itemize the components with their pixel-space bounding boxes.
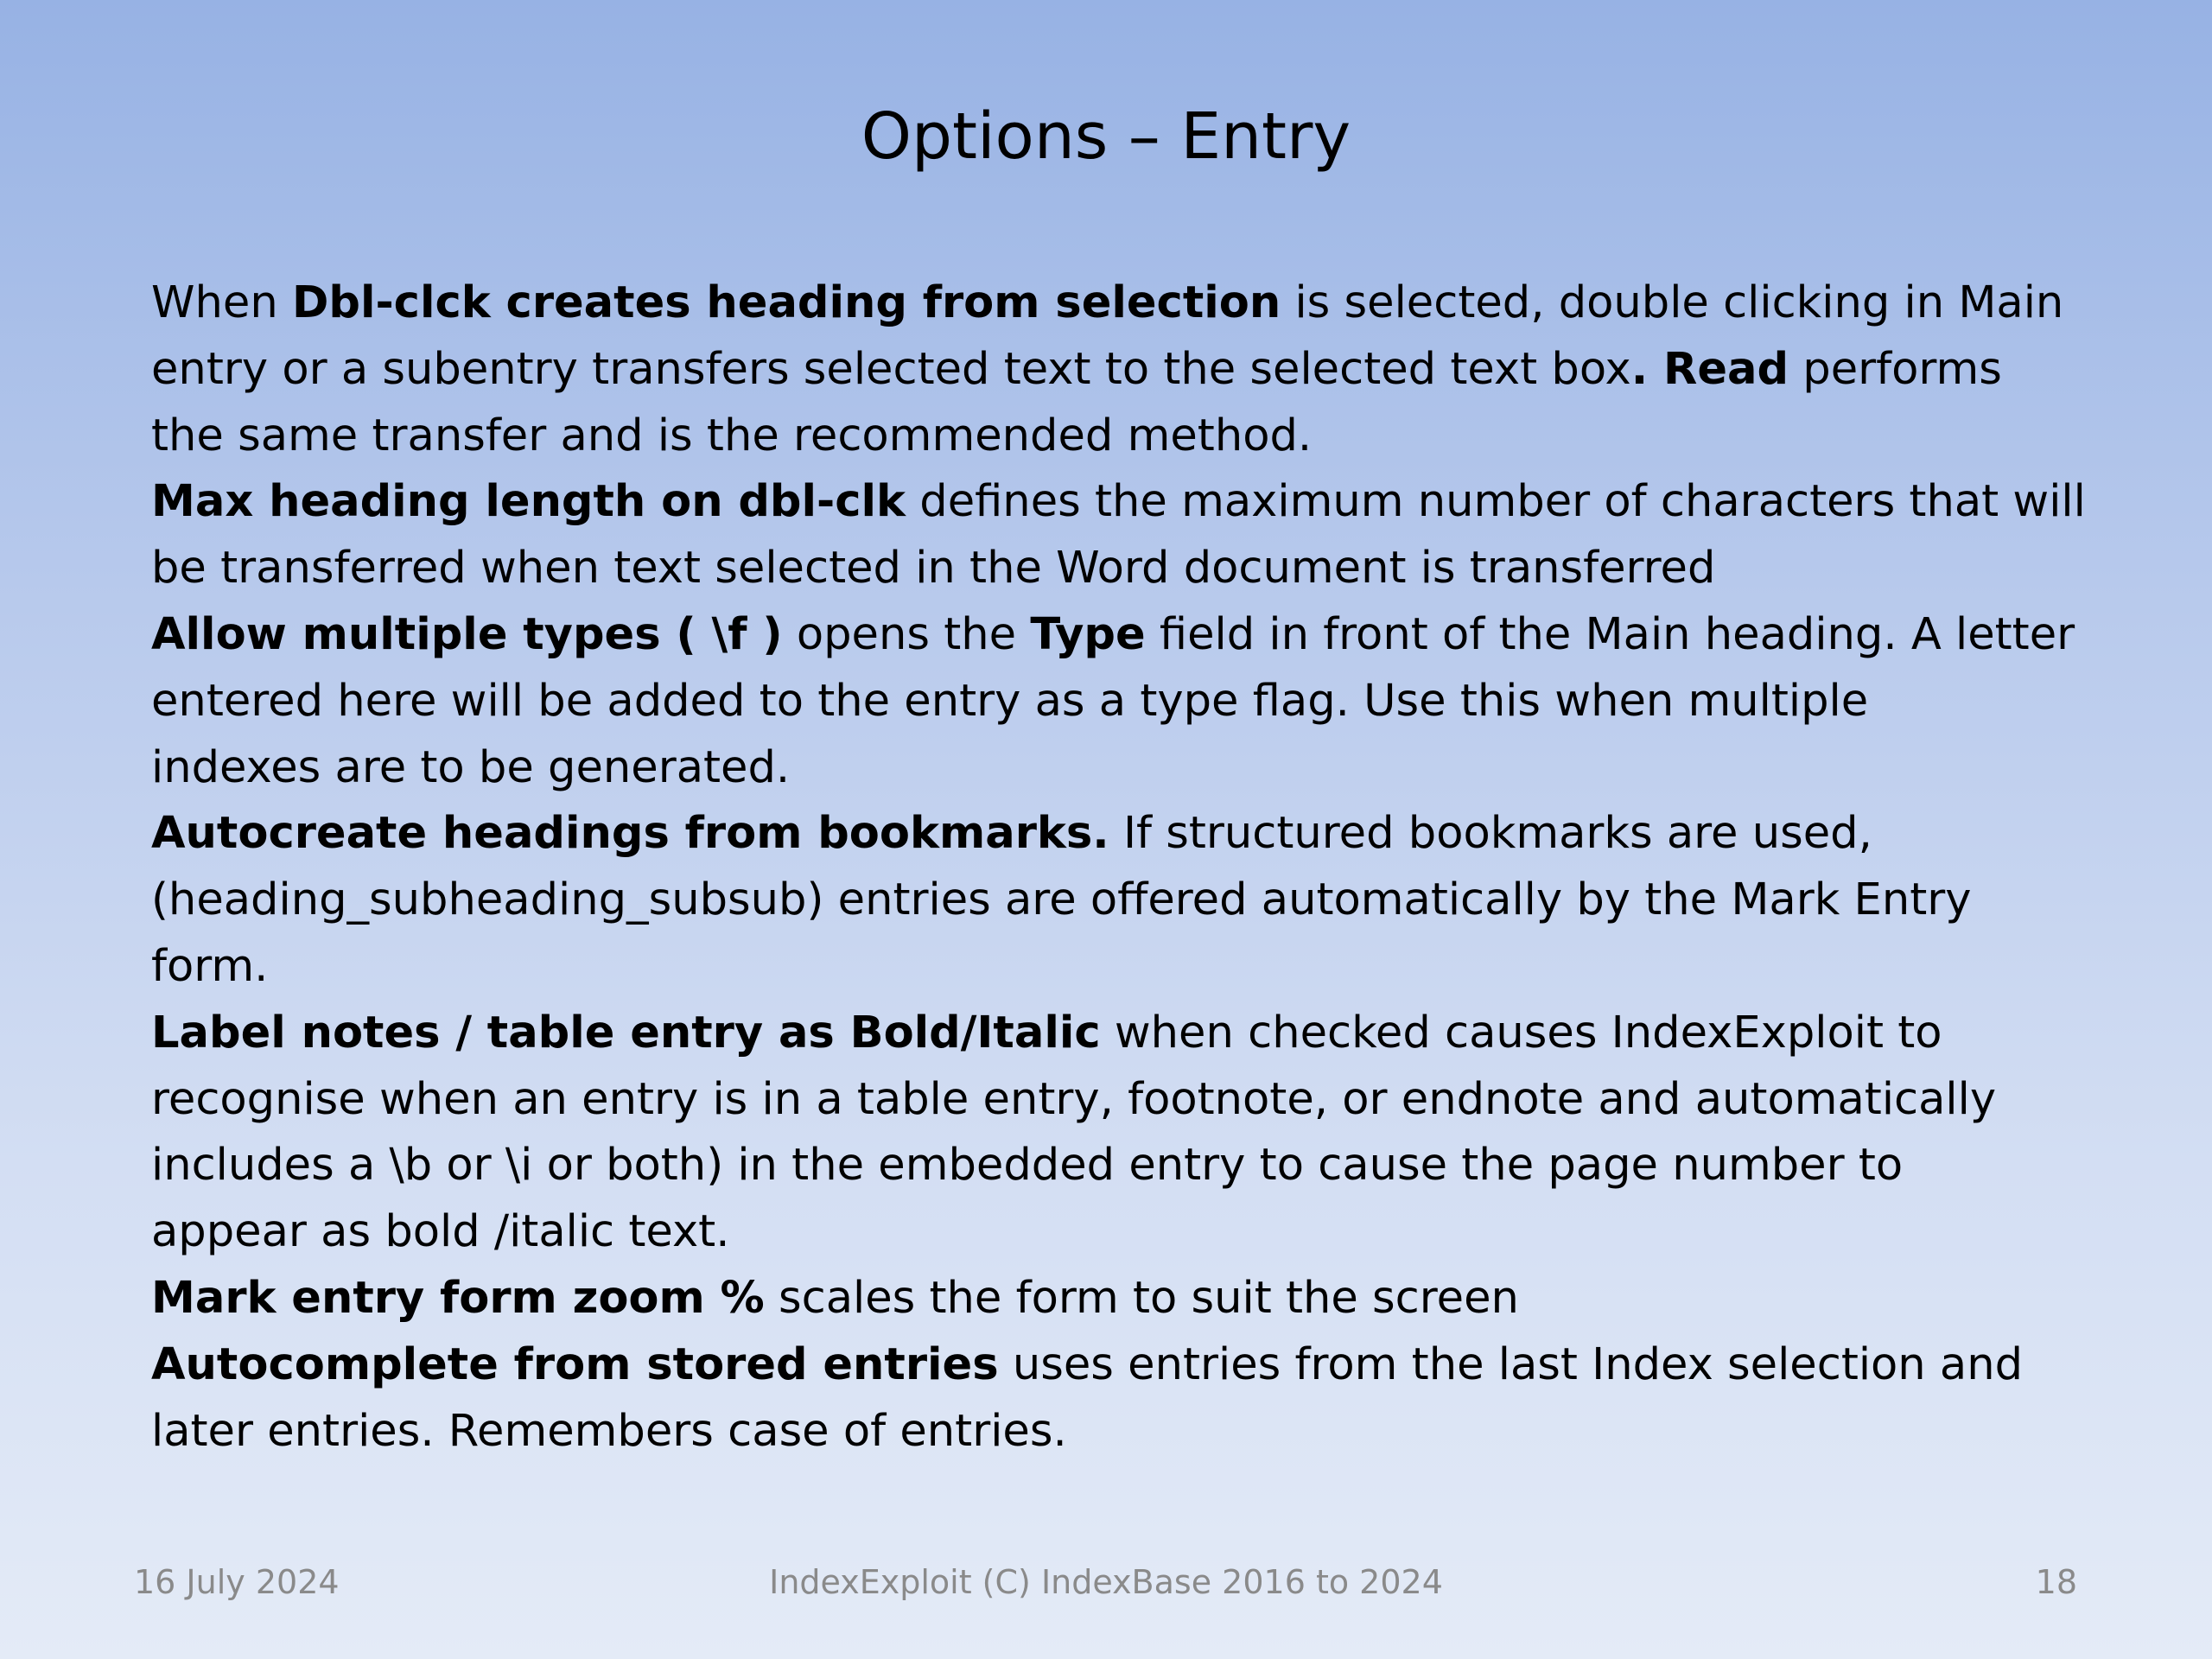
paragraph-autocomplete: [151, 1332, 2087, 1465]
text-run: scales the form to suit the screen: [764, 1272, 1519, 1324]
footer-date: 16 July 2024: [134, 1563, 340, 1601]
text-line: [151, 868, 2087, 934]
bold-term: Mark entry form zoom %: [151, 1272, 765, 1324]
paragraph-form-zoom: [151, 1266, 2087, 1332]
footer-copyright: IndexExploit (C) IndexBase 2016 to 2024: [769, 1563, 1443, 1601]
paragraph-label-notes: [151, 1001, 2087, 1266]
bold-term: Autocomplete from stored entries: [151, 1338, 999, 1390]
text-run: performs: [1789, 343, 2002, 395]
text-line: [151, 934, 2087, 1001]
bold-term: Label notes / table entry as Bold/Italic: [151, 1007, 1101, 1058]
paragraph-dblclick: [151, 270, 2087, 469]
text-run: uses entries from the last Index selection and: [998, 1338, 2024, 1390]
paragraph-autocreate-headings: [151, 801, 2087, 1000]
text-line: [151, 1266, 2087, 1332]
slide-title: Options – Entry: [861, 99, 1351, 174]
text-run: later entries. Remembers case of entries.: [151, 1405, 1067, 1457]
slide-body: [151, 270, 2087, 1465]
bold-term: Allow multiple types ( \f ): [151, 608, 783, 660]
bold-term: Dbl-clck creates heading from selection: [291, 277, 1281, 328]
text-line: [151, 536, 2087, 602]
text-run: defines the maximum number of characters that will: [906, 476, 2086, 528]
text-run: the same transfer and is the recommended method.: [151, 410, 1313, 461]
text-line: [151, 1199, 2087, 1266]
text-line: [151, 801, 2087, 868]
text-run: be transferred when text selected in the Word document is transferred: [151, 543, 1716, 594]
text-line: [151, 1067, 2087, 1134]
text-run: When: [151, 277, 292, 328]
text-run: field in front of the Main heading. A letter: [1145, 608, 2075, 660]
text-line: [151, 404, 2087, 470]
text-run: If structured bookmarks are used,: [1109, 808, 1872, 860]
text-line: [151, 1133, 2087, 1199]
paragraph-max-heading-length: [151, 469, 2087, 602]
text-run: form.: [151, 940, 269, 992]
text-line: [151, 1399, 2087, 1465]
text-run: recognise when an entry is in a table entry, footnote, or endnote and automatically: [151, 1073, 1997, 1125]
text-line: [151, 602, 2087, 669]
text-line: [151, 669, 2087, 735]
text-run: (heading_subheading_subsub) entries are offered automatically by the Mark Entry: [151, 874, 1972, 926]
text-run: appear as bold /italic text.: [151, 1206, 730, 1258]
text-run: opens the: [782, 608, 1031, 660]
bold-term: Type: [1030, 608, 1146, 660]
text-line: [151, 270, 2087, 337]
bold-term: . Read: [1630, 343, 1789, 395]
paragraph-allow-multiple-types: [151, 602, 2087, 801]
text-line: [151, 1001, 2087, 1067]
text-run: entered here will be added to the entry as a type flag. Use this when multiple: [151, 675, 1869, 727]
text-run: is selected, double clicking in Main: [1281, 277, 2064, 328]
bold-term: Max heading length on dbl-clk: [151, 476, 906, 528]
text-run: includes a \b or \i or both) in the embedded entry to cause the page number to: [151, 1140, 1904, 1192]
text-run: indexes are to be generated.: [151, 741, 791, 793]
text-run: entry or a subentry transfers selected text to the selected text box: [151, 343, 1631, 395]
text-line: [151, 469, 2087, 536]
footer-page-number: 18: [2035, 1563, 2077, 1601]
text-run: when checked causes IndexExploit to: [1100, 1007, 1942, 1058]
text-line: [151, 735, 2087, 802]
text-line: [151, 1332, 2087, 1399]
bold-term: Autocreate headings from bookmarks.: [151, 808, 1109, 860]
text-line: [151, 337, 2087, 404]
